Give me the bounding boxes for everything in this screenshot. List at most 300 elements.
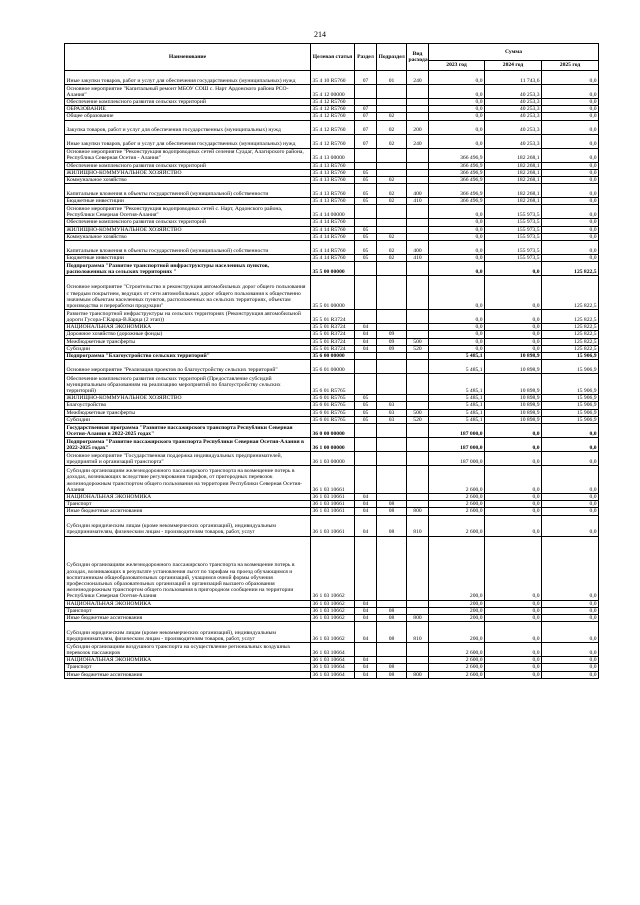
cell-sum-2024: 0,0 [485, 324, 542, 331]
cell-expense-type: 240 [407, 71, 429, 85]
cell-subsection: 09 [377, 345, 407, 352]
cell-sum-2024: 10 898,9 [485, 353, 542, 360]
cell-name: ОБРАЗОВАНИЕ [65, 106, 311, 113]
cell-expense-type: 800 [407, 615, 429, 622]
cell-section [355, 162, 377, 169]
cell-expense-type [407, 106, 429, 113]
cell-target-article: 36 1 03 10661 [311, 501, 355, 508]
cell-sum-2024: 0,0 [485, 276, 542, 310]
cell-subsection [377, 226, 407, 233]
cell-target-article: 35 6 00 00000 [311, 353, 355, 360]
table-row [65, 494, 599, 501]
header-sum: Сумма [429, 44, 599, 61]
cell-expense-type [407, 643, 429, 657]
table-row [65, 162, 599, 169]
cell-sum-2025: 0,0 [542, 466, 599, 494]
cell-sum-2024: 0,0 [485, 615, 542, 622]
cell-sum-2023: 0,0 [429, 233, 485, 240]
cell-name: Иные закупки товаров, работ и услуг для обеспечения государственных (муниципальных) нужд [65, 71, 311, 85]
cell-subsection [377, 324, 407, 331]
cell-target-article: 36 1 03 10662 [311, 600, 355, 607]
cell-subsection [377, 643, 407, 657]
cell-target-article: 36 1 03 00000 [311, 452, 355, 466]
cell-section: 05 [355, 416, 377, 423]
table-row [65, 219, 599, 226]
cell-section [355, 466, 377, 494]
cell-sum-2023: 200,0 [429, 607, 485, 614]
cell-sum-2024: 0,0 [485, 622, 542, 643]
cell-sum-2023: 5 485,1 [429, 353, 485, 360]
cell-subsection [377, 148, 407, 162]
cell-expense-type [407, 353, 429, 360]
cell-section [355, 424, 377, 438]
cell-expense-type [407, 360, 429, 374]
cell-section [355, 276, 377, 310]
cell-expense-type [407, 664, 429, 671]
cell-sum-2024: 182 268,1 [485, 148, 542, 162]
cell-name: Основное мероприятие "Государственная поддержка индивидуальных предпринимателей, предприятий и организаций транспорта" [65, 452, 311, 466]
cell-sum-2023: 0,0 [429, 106, 485, 113]
cell-sum-2023: 200,0 [429, 622, 485, 643]
cell-target-article: 35 5 01 R3724 [311, 338, 355, 345]
cell-sum-2024: 155 973,5 [485, 205, 542, 219]
page-number: 214 [314, 30, 326, 39]
cell-expense-type: 400 [407, 184, 429, 198]
cell-expense-type [407, 99, 429, 106]
cell-sum-2025: 0,0 [542, 452, 599, 466]
table-row [65, 671, 599, 678]
cell-sum-2024: 0,0 [485, 501, 542, 508]
cell-section: 07 [355, 120, 377, 134]
cell-subsection: 03 [377, 402, 407, 409]
table-row [65, 184, 599, 198]
table-row [65, 622, 599, 643]
cell-subsection: 08 [377, 622, 407, 643]
cell-name: Основное мероприятие "Капитальный ремонт МБОУ СОШ с. Нарт Ардонского района РСО-Алания" [65, 85, 311, 99]
table-row [65, 438, 599, 452]
cell-sum-2025: 0,0 [542, 615, 599, 622]
cell-sum-2024: 0,0 [485, 338, 542, 345]
cell-sum-2023: 0,0 [429, 205, 485, 219]
table-row [65, 71, 599, 85]
cell-name: Бюджетные инвестиции [65, 255, 311, 262]
cell-section: 05 [355, 395, 377, 402]
cell-sum-2025: 0,0 [542, 219, 599, 226]
table-row [65, 424, 599, 438]
cell-name: Коммунальное хозяйство [65, 233, 311, 240]
cell-target-article: 35 5 01 R3724 [311, 345, 355, 352]
cell-subsection [377, 169, 407, 176]
cell-sum-2023: 0,0 [429, 331, 485, 338]
cell-sum-2023: 2 600,0 [429, 466, 485, 494]
cell-sum-2025: 0,0 [542, 134, 599, 148]
cell-sum-2023: 2 600,0 [429, 664, 485, 671]
table-row [65, 85, 599, 99]
cell-target-article: 35 5 01 R3724 [311, 310, 355, 324]
cell-sum-2025: 15 906,9 [542, 395, 599, 402]
cell-sum-2024: 182 268,1 [485, 198, 542, 205]
cell-name: Основное мероприятие "Реализация проектов по благоустройству сельских территорий" [65, 360, 311, 374]
cell-sum-2023: 0,0 [429, 226, 485, 233]
cell-name: Подпрограмма "Развитие транспортной инфраструктуры населенных пунктов, расположенных на сельских территориях " [65, 262, 311, 276]
cell-subsection [377, 494, 407, 501]
cell-sum-2025: 0,0 [542, 255, 599, 262]
header-section: Раздел [355, 44, 377, 71]
cell-name: Транспорт [65, 607, 311, 614]
cell-target-article: 36 1 03 10664 [311, 643, 355, 657]
table-row [65, 324, 599, 331]
cell-sum-2023: 200,0 [429, 600, 485, 607]
cell-section [355, 148, 377, 162]
cell-subsection: 02 [377, 241, 407, 255]
table-row [65, 113, 599, 120]
cell-subsection [377, 262, 407, 276]
cell-subsection [377, 600, 407, 607]
cell-section: 04 [355, 501, 377, 508]
cell-sum-2024: 155 973,5 [485, 226, 542, 233]
cell-sum-2024: 182 268,1 [485, 169, 542, 176]
cell-name: Иные бюджетные ассигнования [65, 671, 311, 678]
cell-section [355, 310, 377, 324]
cell-sum-2023: 0,0 [429, 338, 485, 345]
cell-expense-type [407, 438, 429, 452]
cell-section: 05 [355, 402, 377, 409]
cell-name: Транспорт [65, 501, 311, 508]
cell-sum-2023: 2 600,0 [429, 657, 485, 664]
table-row [65, 452, 599, 466]
cell-target-article: 35 5 01 R3724 [311, 324, 355, 331]
table-row [65, 395, 599, 402]
cell-subsection: 08 [377, 501, 407, 508]
table-row [65, 241, 599, 255]
cell-subsection [377, 353, 407, 360]
cell-name: НАЦИОНАЛЬНАЯ ЭКОНОМИКА [65, 494, 311, 501]
cell-subsection: 08 [377, 671, 407, 678]
cell-sum-2024: 0,0 [485, 331, 542, 338]
table-row [65, 466, 599, 494]
cell-sum-2025: 0,0 [542, 205, 599, 219]
cell-sum-2025: 125 822,5 [542, 331, 599, 338]
cell-subsection: 02 [377, 198, 407, 205]
table-row [65, 338, 599, 345]
table-row [65, 148, 599, 162]
cell-target-article: 36 0 00 00000 [311, 424, 355, 438]
cell-section: 04 [355, 600, 377, 607]
cell-expense-type: 800 [407, 508, 429, 515]
cell-sum-2023: 0,0 [429, 113, 485, 120]
cell-sum-2024: 10 898,9 [485, 409, 542, 416]
cell-subsection: 02 [377, 134, 407, 148]
cell-sum-2024: 0,0 [485, 607, 542, 614]
cell-sum-2024: 40 253,3 [485, 99, 542, 106]
cell-sum-2024: 155 973,5 [485, 255, 542, 262]
cell-sum-2024: 0,0 [485, 452, 542, 466]
cell-expense-type: 810 [407, 515, 429, 536]
cell-sum-2024: 155 973,5 [485, 241, 542, 255]
cell-sum-2025: 0,0 [542, 671, 599, 678]
cell-subsection: 03 [377, 409, 407, 416]
cell-section: 04 [355, 607, 377, 614]
cell-sum-2024: 0,0 [485, 600, 542, 607]
cell-sum-2025: 0,0 [542, 113, 599, 120]
table-row [65, 515, 599, 536]
cell-section: 04 [355, 657, 377, 664]
cell-sum-2025: 125 822,5 [542, 310, 599, 324]
cell-subsection [377, 536, 407, 600]
cell-section: 05 [355, 169, 377, 176]
cell-sum-2025: 15 906,9 [542, 409, 599, 416]
cell-name: Иные бюджетные ассигнования [65, 615, 311, 622]
cell-sum-2024: 0,0 [485, 664, 542, 671]
cell-sum-2023: 5 485,1 [429, 416, 485, 423]
cell-name: НАЦИОНАЛЬНАЯ ЭКОНОМИКА [65, 657, 311, 664]
cell-expense-type [407, 233, 429, 240]
cell-sum-2024: 0,0 [485, 515, 542, 536]
cell-sum-2023: 0,0 [429, 276, 485, 310]
cell-name: Государственная программа "Развитие пассажирского транспорта Республики Северная Осетия-Алания в 2022-2025 годах" [65, 424, 311, 438]
table-row [65, 169, 599, 176]
cell-name: Субсидии [65, 416, 311, 423]
cell-name: Обеспечение комплексного развития сельских территорий [65, 99, 311, 106]
cell-expense-type [407, 374, 429, 395]
cell-expense-type: 200 [407, 120, 429, 134]
table-row [65, 226, 599, 233]
cell-sum-2024: 10 898,9 [485, 374, 542, 395]
cell-target-article: 35 6 01 00000 [311, 360, 355, 374]
table-row [65, 508, 599, 515]
cell-sum-2024: 182 268,1 [485, 162, 542, 169]
cell-sum-2025: 0,0 [542, 120, 599, 134]
cell-name: Обеспечение комплексного развития сельских территорий [65, 162, 311, 169]
cell-subsection: 02 [377, 113, 407, 120]
cell-section: 07 [355, 71, 377, 85]
table-row [65, 374, 599, 395]
header-subsection: Подраздел [377, 44, 407, 71]
cell-name: Обеспечение комплексного развития сельских территорий [65, 219, 311, 226]
cell-expense-type [407, 424, 429, 438]
header-expense-type: Вид расхода [407, 44, 429, 71]
cell-section [355, 374, 377, 395]
cell-target-article: 35 6 01 R5765 [311, 374, 355, 395]
table-row [65, 205, 599, 219]
cell-subsection: 02 [377, 184, 407, 198]
cell-name: Основное мероприятие "Строительство и реконструкция автомобильных дорог общего пользования с твердым покрытием, ведущих от сети автомобильных дорог общего пользования к общественно значимым объектам населенных пунктов, расположенных на сельских территориях, объектам производства и переработки продукции" [65, 276, 311, 310]
cell-section: 07 [355, 134, 377, 148]
cell-name: Обеспечение комплексного развития сельских территорий (Предоставление субсидий муниципальным образованиям на реализацию мероприятий по благоустройству сельских территорий) [65, 374, 311, 395]
cell-sum-2025: 15 906,9 [542, 402, 599, 409]
table-row [65, 600, 599, 607]
cell-expense-type [407, 310, 429, 324]
cell-name: Основное мероприятие "Реконструкция водопроводных сетей селения Суадаг, Алагирского района, Республика Северная Осетия - Алания" [65, 148, 311, 162]
cell-sum-2025: 125 822,5 [542, 345, 599, 352]
cell-sum-2024: 40 253,3 [485, 120, 542, 134]
table-row [65, 607, 599, 614]
cell-target-article: 35 4 14 R5760 [311, 226, 355, 233]
cell-expense-type: 800 [407, 671, 429, 678]
cell-sum-2024: 155 973,5 [485, 219, 542, 226]
cell-expense-type [407, 324, 429, 331]
cell-sum-2025: 0,0 [542, 515, 599, 536]
cell-section: 04 [355, 494, 377, 501]
cell-target-article: 36 1 03 10661 [311, 508, 355, 515]
table-row [65, 99, 599, 106]
cell-section: 05 [355, 409, 377, 416]
cell-section: 05 [355, 255, 377, 262]
table-row [65, 409, 599, 416]
cell-expense-type: 400 [407, 241, 429, 255]
cell-section [355, 452, 377, 466]
cell-sum-2023: 2 600,0 [429, 515, 485, 536]
cell-sum-2023: 2 600,0 [429, 494, 485, 501]
cell-expense-type [407, 205, 429, 219]
cell-name: Межбюджетные трансферты [65, 338, 311, 345]
cell-sum-2023: 0,0 [429, 99, 485, 106]
cell-subsection [377, 374, 407, 395]
cell-sum-2023: 366 496,9 [429, 162, 485, 169]
cell-expense-type [407, 607, 429, 614]
cell-target-article: 36 1 03 10664 [311, 671, 355, 678]
table-row [65, 536, 599, 600]
cell-sum-2025: 0,0 [542, 607, 599, 614]
cell-sum-2023: 5 485,1 [429, 395, 485, 402]
cell-target-article: 35 4 13 R5760 [311, 198, 355, 205]
cell-sum-2024: 0,0 [485, 345, 542, 352]
cell-expense-type [407, 276, 429, 310]
cell-section [355, 205, 377, 219]
table-row [65, 233, 599, 240]
cell-section: 04 [355, 324, 377, 331]
cell-target-article: 35 5 00 00000 [311, 262, 355, 276]
cell-expense-type [407, 177, 429, 184]
cell-name: Субсидии организациям воздушного транспорта на осуществление региональных воздушных перевозок пассажиров [65, 643, 311, 657]
table-row [65, 255, 599, 262]
cell-subsection [377, 106, 407, 113]
cell-sum-2025: 125 822,5 [542, 262, 599, 276]
cell-name: Благоустройство [65, 402, 311, 409]
cell-sum-2023: 2 600,0 [429, 508, 485, 515]
cell-sum-2025: 125 822,5 [542, 276, 599, 310]
table-row [65, 501, 599, 508]
cell-expense-type [407, 402, 429, 409]
table-row [65, 643, 599, 657]
cell-subsection [377, 85, 407, 99]
cell-target-article: 35 4 12 R5760 [311, 106, 355, 113]
table-row [65, 664, 599, 671]
cell-target-article: 35 6 01 R5765 [311, 409, 355, 416]
cell-expense-type: 810 [407, 622, 429, 643]
cell-target-article: 35 4 14 R5760 [311, 219, 355, 226]
cell-name: Транспорт [65, 664, 311, 671]
cell-sum-2023: 0,0 [429, 310, 485, 324]
table-row [65, 331, 599, 338]
cell-target-article: 35 4 12 R5760 [311, 113, 355, 120]
cell-sum-2024: 10 898,9 [485, 395, 542, 402]
cell-section: 04 [355, 515, 377, 536]
cell-sum-2025: 0,0 [542, 148, 599, 162]
cell-sum-2024: 0,0 [485, 310, 542, 324]
cell-section: 04 [355, 622, 377, 643]
cell-expense-type [407, 331, 429, 338]
cell-target-article: 35 4 13 R5760 [311, 162, 355, 169]
cell-subsection: 08 [377, 607, 407, 614]
cell-name: Субсидии [65, 345, 311, 352]
cell-subsection: 08 [377, 615, 407, 622]
budget-table [64, 43, 599, 679]
table-row [65, 106, 599, 113]
cell-sum-2025: 15 906,9 [542, 416, 599, 423]
cell-sum-2024: 0,0 [485, 671, 542, 678]
cell-sum-2023: 200,0 [429, 615, 485, 622]
cell-sum-2024: 11 743,6 [485, 71, 542, 85]
cell-target-article: 36 1 03 10661 [311, 494, 355, 501]
cell-subsection [377, 395, 407, 402]
cell-subsection: 09 [377, 331, 407, 338]
cell-target-article: 35 5 01 00000 [311, 276, 355, 310]
cell-sum-2025: 0,0 [542, 643, 599, 657]
cell-expense-type [407, 162, 429, 169]
cell-target-article: 36 1 03 10661 [311, 466, 355, 494]
cell-expense-type [407, 148, 429, 162]
cell-name: Основное мероприятие "Реконструкция водопроводных сетей с. Нарт, Ардонского района, Республики Северная Осетия-Алания" [65, 205, 311, 219]
cell-name: НАЦИОНАЛЬНАЯ ЭКОНОМИКА [65, 600, 311, 607]
cell-sum-2025: 0,0 [542, 622, 599, 643]
cell-section [355, 536, 377, 600]
cell-subsection [377, 452, 407, 466]
cell-section [355, 360, 377, 374]
cell-sum-2023: 0,0 [429, 120, 485, 134]
cell-target-article: 35 6 01 R5765 [311, 416, 355, 423]
cell-name: Подпрограмма "Развитие пассажирского транспорта Республики Северная Осетия-Алания в 2022-2025 годах" [65, 438, 311, 452]
cell-target-article: 35 4 13 R5760 [311, 169, 355, 176]
cell-sum-2023: 5 485,1 [429, 402, 485, 409]
table-row [65, 177, 599, 184]
cell-expense-type [407, 169, 429, 176]
cell-expense-type [407, 395, 429, 402]
cell-sum-2024: 40 253,3 [485, 85, 542, 99]
cell-name: Субсидии юридическим лицам (кроме некоммерческих организаций), индивидуальным предпринимателям, физическим лицам - производителям товаров, работ, услуг [65, 622, 311, 643]
cell-sum-2024: 155 973,5 [485, 233, 542, 240]
cell-target-article: 36 1 03 10661 [311, 515, 355, 536]
cell-sum-2023: 366 496,9 [429, 184, 485, 198]
cell-name: Иные закупки товаров, работ и услуг для обеспечения государственных (муниципальных) нужд [65, 134, 311, 148]
cell-target-article: 36 1 03 10664 [311, 664, 355, 671]
cell-subsection: 01 [377, 71, 407, 85]
cell-sum-2024: 182 268,1 [485, 177, 542, 184]
cell-sum-2024: 40 253,3 [485, 113, 542, 120]
cell-target-article: 35 4 13 00000 [311, 148, 355, 162]
cell-target-article: 36 1 03 10662 [311, 607, 355, 614]
cell-section [355, 262, 377, 276]
cell-section: 05 [355, 226, 377, 233]
cell-sum-2025: 0,0 [542, 198, 599, 205]
cell-section: 04 [355, 508, 377, 515]
cell-sum-2025: 15 906,9 [542, 360, 599, 374]
cell-sum-2023: 0,0 [429, 71, 485, 85]
cell-sum-2023: 0,0 [429, 219, 485, 226]
cell-expense-type [407, 657, 429, 664]
cell-section: 04 [355, 338, 377, 345]
cell-sum-2025: 0,0 [542, 71, 599, 85]
cell-target-article: 36 1 03 10664 [311, 657, 355, 664]
cell-expense-type: 500 [407, 338, 429, 345]
cell-sum-2025: 0,0 [542, 536, 599, 600]
cell-name: Закупка товаров, работ и услуг для обеспечения государственных (муниципальных) нужд [65, 120, 311, 134]
cell-subsection [377, 162, 407, 169]
cell-name: Развитие транспортной инфраструктуры на сельских территориях (Реконструкция автомобильной дороги Гусора-Г.Карца-В.Карца (2 этап)) [65, 310, 311, 324]
cell-sum-2023: 366 496,9 [429, 148, 485, 162]
cell-target-article: 35 4 12 R5760 [311, 134, 355, 148]
cell-sum-2025: 15 906,9 [542, 353, 599, 360]
